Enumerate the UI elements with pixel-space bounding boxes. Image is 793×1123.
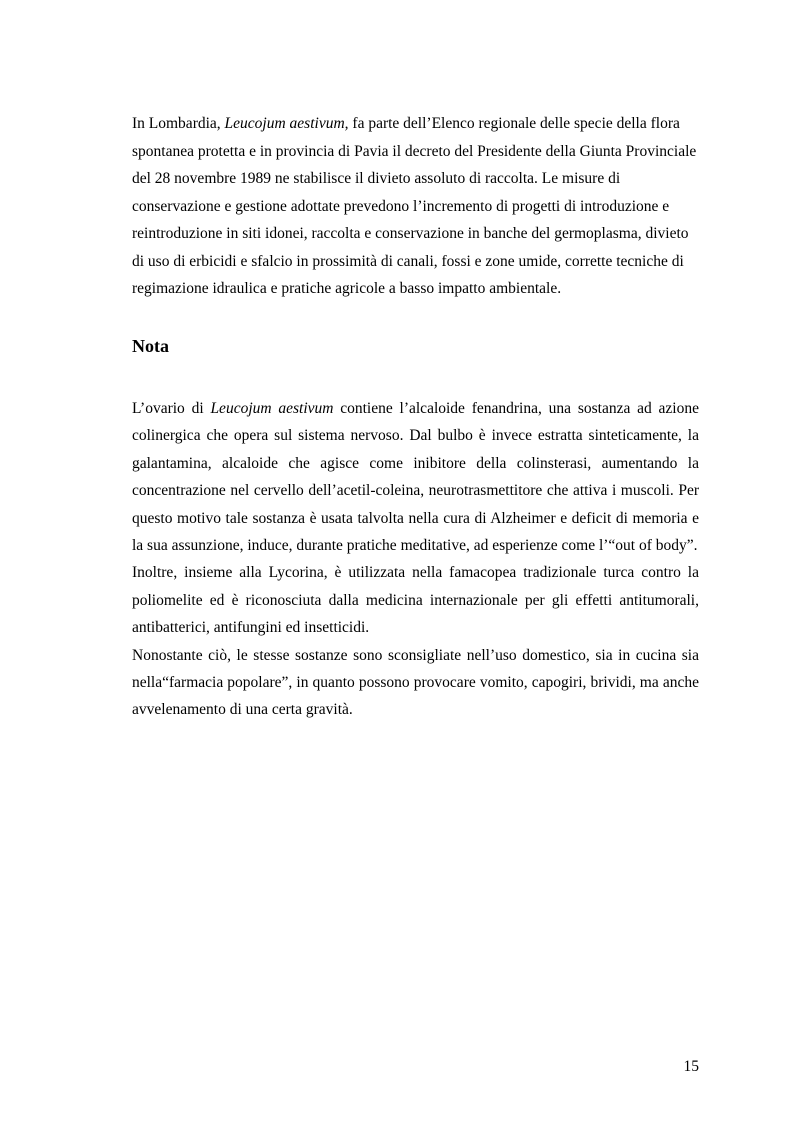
- note-heading: Nota: [132, 336, 169, 356]
- species-name-italic: Leucojum aestivum,: [224, 115, 349, 132]
- page-number: 15: [683, 1058, 699, 1075]
- note-p1-text: contiene l’alcaloide fenandrina, una sostanza ad azione colinergica che opera sul sistema nervoso. Dal bulbo è invece estratta sinteticamente, la galantamina, alcaloide che agisce come inibitore della colinsterasi, aumentando la concentrazione nel cervello dell’acetil-coleina, neurotrasmettitore che attiva i muscoli. Per questo motivo tale sostanza è usata talvolta nella cura di Alzheimer e deficit di memoria e la sua assunzione, induce, durante pratiche meditative, ad esperienze come l’“out of body”.: [132, 400, 699, 555]
- intro-prefix: In Lombardia,: [132, 115, 225, 132]
- note-paragraph-1: [132, 395, 699, 559]
- note-species-name-italic: Leucojum aestivum: [210, 400, 334, 417]
- note-section: [132, 395, 699, 724]
- note-paragraph-3: Nonostante ciò, le stesse sostanze sono sconsigliate nell’uso domestico, sia in cucina sia nella“farmacia popolare”, in quanto possono provocare vomito, capogiri, brividi, ma anche avvelenamento di una certa gravità.: [132, 646, 699, 719]
- note-paragraph-2: Inoltre, insieme alla Lycorina, è utilizzata nella famacopea tradizionale turca contro la poliomelite ed è riconosciuta dalla medicina internazionale per gli effetti antitumorali, antibatterici, antifungini ed insetticidi.: [132, 564, 699, 637]
- intro-text: fa parte dell’Elenco regionale delle specie della flora spontanea protetta e in provincia di Pavia il decreto del Presidente della Giunta Provinciale del 28 novembre 1989 ne stabilisce il divieto assoluto di raccolta. Le misure di conservazione e gestione adottate prevedono l’incremento di progetti di introduzione e reintroduzione in siti idonei, raccolta e conservazione in banche del germoplasma, divieto di uso di erbicidi e sfalcio in prossimità di canali, fossi e zone umide, corrette tecniche di regimazione idraulica e pratiche agricole a basso impatto ambientale.: [132, 115, 697, 297]
- note-p1-prefix: L’ovario di: [132, 400, 211, 417]
- intro-paragraph: [132, 110, 699, 303]
